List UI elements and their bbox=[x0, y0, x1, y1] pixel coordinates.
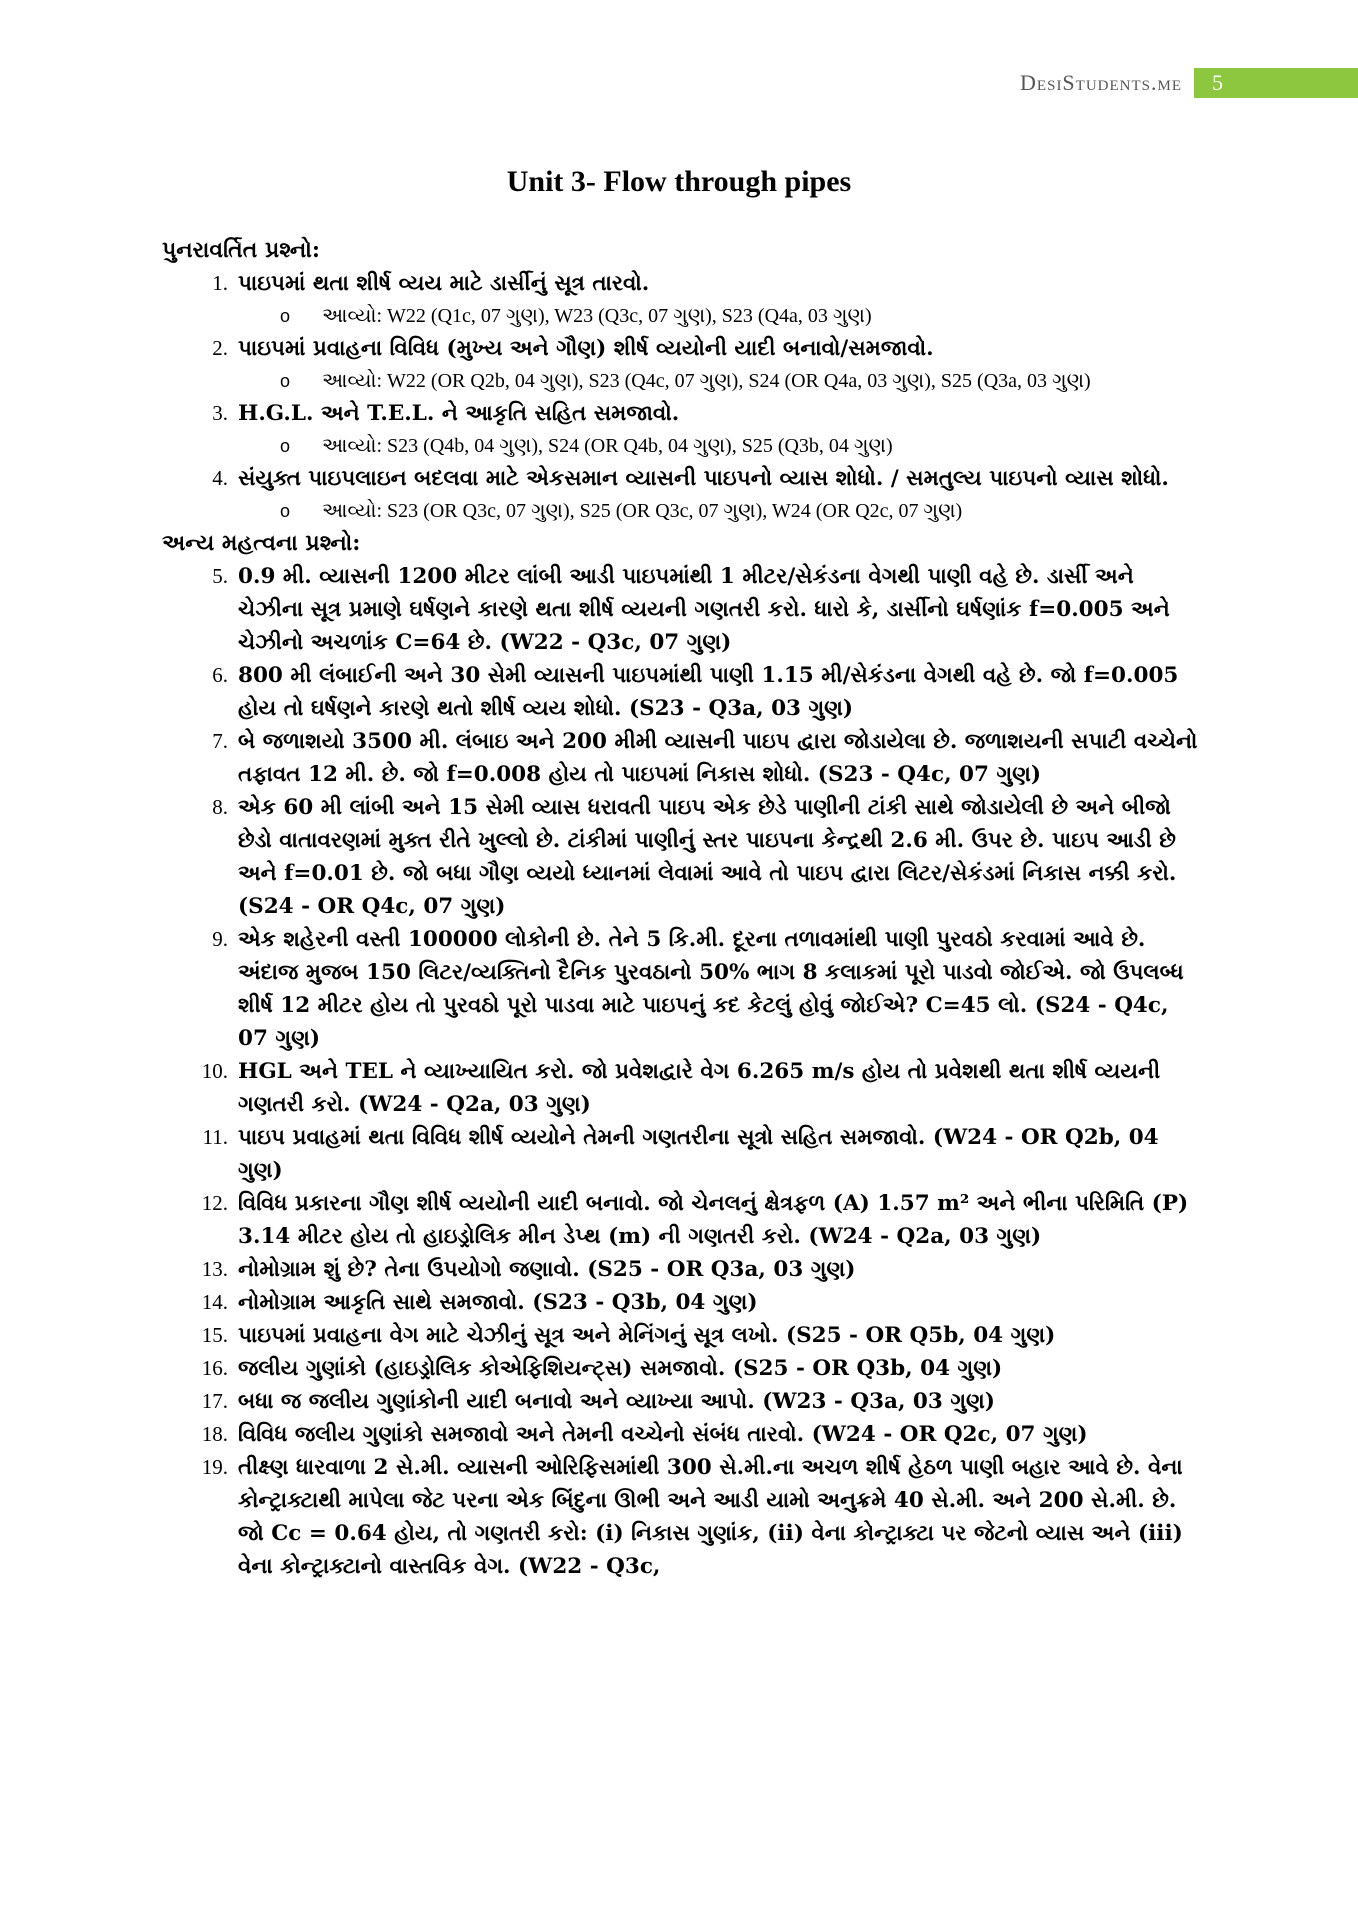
question-item bbox=[162, 397, 1202, 430]
asked-in-exams bbox=[280, 495, 1202, 527]
question-text: વિવિધ જલીય ગુણાંકો સમજાવો અને તેમની વચ્ચેનો સંબંધ તારવો. (W24 - OR Q2c, 07 ગુણ) bbox=[238, 1422, 1088, 1447]
question-number: 17. bbox=[201, 1389, 228, 1413]
question-item bbox=[162, 1385, 1202, 1418]
asked-in-exams bbox=[280, 430, 1202, 462]
question-item bbox=[162, 267, 1202, 300]
question-text: એક 60 મી લાંબી અને 15 સેમી વ્યાસ ધરાવતી પાઇપ એક છેડે પાણીની ટાંકી સાથે જોડાયેલી છે અને બીજો છેડો વાતાવરણમાં મુક્ત રીતે ખુલ્લો છે. ટાંકીમાં પાણીનું સ્તર પાઇપના કેન્દ્રથી 2.6 મી. ઉપર છે. પાઇપ આડી છે અને f=0.01 છે. જો બધા ગૌણ વ્યયો ધ્યાનમાં લેવામાં આવે તો પાઇપ દ્વારા લિટર/સેકંડમાં નિકાસ નક્કી કરો. (S24 - OR Q4c, 07 ગુણ) bbox=[238, 795, 1177, 919]
question-text: પાઇપમાં પ્રવાહના વિવિધ (મુખ્ય અને ગૌણ) શીર્ષ વ્યયોની યાદી બનાવો/સમજાવો. bbox=[238, 336, 934, 361]
question-item bbox=[162, 1121, 1202, 1187]
question-number: 14. bbox=[201, 1290, 228, 1314]
question-item bbox=[162, 462, 1202, 495]
question-text: તીક્ષ્ણ ધારવાળા 2 સે.મી. વ્યાસની ઓરિફિસમાંથી 300 સે.મી.ના અચળ શીર્ષ હેઠળ પાણી બહાર આવે છે. વેના કોન્ટ્રાક્ટાથી માપેલા જેટ પરના એક બિંદુના ઊભી અને આડી યામો અનુક્રમે 40 સે.મી. અને 200 સે.મી. છે. જો Cc = 0.64 હોય, તો ગણતરી કરો: (i) નિકાસ ગુણાંક, (ii) વેના કોન્ટ્રાક્ટા પર જેટનો વ્યાસ અને (iii) વેના કોન્ટ્રાક્ટાનો વાસ્તવિક વેગ. (W22 - Q3c, bbox=[238, 1455, 1183, 1579]
question-number: 8. bbox=[212, 795, 228, 819]
section-heading: અન્ય મહત્વના પ્રશ્નો: bbox=[162, 530, 361, 556]
question-number: 9. bbox=[212, 927, 228, 951]
question-number: 16. bbox=[201, 1356, 228, 1380]
question-item bbox=[162, 1319, 1202, 1352]
question-number: 10. bbox=[201, 1059, 228, 1083]
question-text: પાઇપ પ્રવાહમાં થતા વિવિધ શીર્ષ વ્યયોને તેમની ગણતરીના સૂત્રો સહિત સમજાવો. (W24 - OR Q2b, 04 ગુણ) bbox=[238, 1125, 1159, 1183]
question-text: HGL અને TEL ને વ્યાખ્યાયિત કરો. જો પ્રવેશદ્વારે વેગ 6.265 m/s હોય તો પ્રવેશથી થતા શીર્ષ વ્યયની ગણતરી કરો. (W24 - Q2a, 03 ગુણ) bbox=[238, 1059, 1161, 1117]
question-number: 19. bbox=[201, 1455, 228, 1479]
question-text: પાઇપમાં પ્રવાહના વેગ માટે ચેઝીનું સૂત્ર અને મેનિંગનું સૂત્ર લખો. (S25 - OR Q5b, 04 ગુણ) bbox=[238, 1323, 1056, 1348]
question-number: 18. bbox=[201, 1422, 228, 1446]
question-text: નોમોગ્રામ શું છે? તેના ઉપયોગો જણાવો. (S25 - OR Q3a, 03 ગુણ) bbox=[238, 1257, 856, 1282]
question-item bbox=[162, 1352, 1202, 1385]
question-text: નોમોગ્રામ આકૃતિ સાથે સમજાવો. (S23 - Q3b, 04 ગુણ) bbox=[238, 1290, 758, 1315]
asked-in-text: આવ્યો: W22 (Q1c, 07 ગુણ), W23 (Q3c, 07 ગુણ), S23 (Q4a, 03 ગુણ) bbox=[322, 305, 872, 327]
bullet-icon: o bbox=[280, 436, 291, 456]
question-item bbox=[162, 923, 1202, 1055]
question-number: 11. bbox=[202, 1125, 228, 1149]
question-item bbox=[162, 560, 1202, 659]
section-heading: પુનરાવર્તિત પ્રશ્નો: bbox=[162, 237, 320, 263]
question-list bbox=[162, 234, 1202, 1583]
page-number: 5 bbox=[1194, 68, 1358, 98]
question-number: 2. bbox=[212, 336, 228, 360]
question-text: એક શહેરની વસ્તી 100000 લોકોની છે. તેને 5 કિ.મી. દૂરના તળાવમાંથી પાણી પુરવઠો કરવામાં આવે છે. અંદાજ મુજબ 150 લિટર/વ્યક્તિનો દૈનિક પુરવઠાનો 50% ભાગ 8 કલાકમાં પૂરો પાડવો જોઈએ. જો ઉપલબ્ધ શીર્ષ 12 મીટર હોય તો પુરવઠો પૂરો પાડવા માટે પાઇપનું કદ કેટલું હોવું જોઈએ? C=45 લો. (S24 - Q4c, 07 ગુણ) bbox=[238, 927, 1184, 1051]
bullet-icon: o bbox=[280, 371, 291, 391]
question-item bbox=[162, 1451, 1202, 1583]
question-item bbox=[162, 725, 1202, 791]
question-text: બે જળાશયો 3500 મી. લંબાઇ અને 200 મીમી વ્યાસની પાઇપ દ્વારા જોડાયેલા છે. જળાશયની સપાટી વચ્ચેનો તફાવત 12 મી. છે. જો f=0.008 હોય તો પાઇપમાં નિકાસ શોધો. (S23 - Q4c, 07 ગુણ) bbox=[238, 729, 1198, 787]
question-number: 13. bbox=[201, 1257, 228, 1281]
question-number: 5. bbox=[212, 564, 228, 588]
question-text: પાઇપમાં થતા શીર્ષ વ્યય માટે ડાર્સીનું સૂત્ર તારવો. bbox=[238, 271, 650, 296]
question-text: H.G.L. અને T.E.L. ને આકૃતિ સહિત સમજાવો. bbox=[238, 401, 680, 426]
question-number: 1. bbox=[212, 271, 228, 295]
question-number: 15. bbox=[201, 1323, 228, 1347]
question-text: 0.9 મી. વ્યાસની 1200 મીટર લાંબી આડી પાઇપમાંથી 1 મીટર/સેકંડના વેગથી પાણી વહે છે. ડાર્સી અને ચેઝીના સૂત્ર પ્રમાણે ઘર્ષણને કારણે થતા શીર્ષ વ્યયની ગણતરી કરો. ધારો કે, ડાર્સીનો ઘર્ષણાંક f=0.005 અને ચેઝીનો અચળાંક C=64 છે. (W22 - Q3c, 07 ગુણ) bbox=[238, 564, 1170, 655]
question-item bbox=[162, 332, 1202, 365]
asked-in-exams bbox=[280, 300, 1202, 332]
bullet-icon: o bbox=[280, 306, 291, 326]
question-number: 3. bbox=[212, 401, 228, 425]
question-item bbox=[162, 1055, 1202, 1121]
question-text: 800 મી લંબાઈની અને 30 સેમી વ્યાસની પાઇપમાંથી પાણી 1.15 મી/સેકંડના વેગથી વહે છે. જો f=0.005 હોય તો ઘર્ષણને કારણે થતો શીર્ષ વ્યય શોધો. (S23 - Q3a, 03 ગુણ) bbox=[238, 663, 1179, 721]
question-number: 6. bbox=[212, 663, 228, 687]
question-item bbox=[162, 1187, 1202, 1253]
bullet-icon: o bbox=[280, 501, 291, 521]
question-number: 12. bbox=[201, 1191, 228, 1215]
question-text: વિવિધ પ્રકારના ગૌણ શીર્ષ વ્યયોની યાદી બનાવો. જો ચેનલનું ક્ષેત્રફળ (A) 1.57 m² અને ભીના પરિમિતિ (P) 3.14 મીટર હોય તો હાઇડ્રોલિક મીન ડેપ્થ (m) ની ગણતરી કરો. (W24 - Q2a, 03 ગુણ) bbox=[238, 1191, 1189, 1249]
question-item bbox=[162, 791, 1202, 923]
question-number: 7. bbox=[212, 729, 228, 753]
asked-in-exams bbox=[280, 365, 1202, 397]
question-text: જલીય ગુણાંકો (હાઇડ્રોલિક કોએફિશિયન્ટ્સ) સમજાવો. (S25 - OR Q3b, 04 ગુણ) bbox=[238, 1356, 1003, 1381]
question-item bbox=[162, 1253, 1202, 1286]
unit-title: Unit 3- Flow through pipes bbox=[506, 165, 852, 198]
question-item bbox=[162, 1286, 1202, 1319]
question-number: 4. bbox=[212, 466, 228, 490]
asked-in-text: આવ્યો: W22 (OR Q2b, 04 ગુણ), S23 (Q4c, 07 ગુણ), S24 (OR Q4a, 03 ગુણ), S25 (Q3a, 03 ગુણ) bbox=[322, 370, 1091, 392]
question-text: સંયુક્ત પાઇપલાઇન બદલવા માટે એકસમાન વ્યાસની પાઇપનો વ્યાસ શોધો. / સમતુલ્ય પાઇપનો વ્યાસ શોધો. bbox=[238, 466, 1169, 491]
question-text: બધા જ જલીય ગુણાંકોની યાદી બનાવો અને વ્યાખ્યા આપો. (W23 - Q3a, 03 ગુણ) bbox=[238, 1389, 995, 1414]
page-header bbox=[1020, 68, 1358, 98]
asked-in-text: આવ્યો: S23 (Q4b, 04 ગુણ), S24 (OR Q4b, 04 ગુણ), S25 (Q3b, 04 ગુણ) bbox=[322, 435, 893, 457]
question-item bbox=[162, 659, 1202, 725]
question-item bbox=[162, 1418, 1202, 1451]
asked-in-text: આવ્યો: S23 (OR Q3c, 07 ગુણ), S25 (OR Q3c, 07 ગુણ), W24 (OR Q2c, 07 ગુણ) bbox=[322, 500, 963, 522]
site-name: DesiStudents.me bbox=[1020, 70, 1182, 95]
